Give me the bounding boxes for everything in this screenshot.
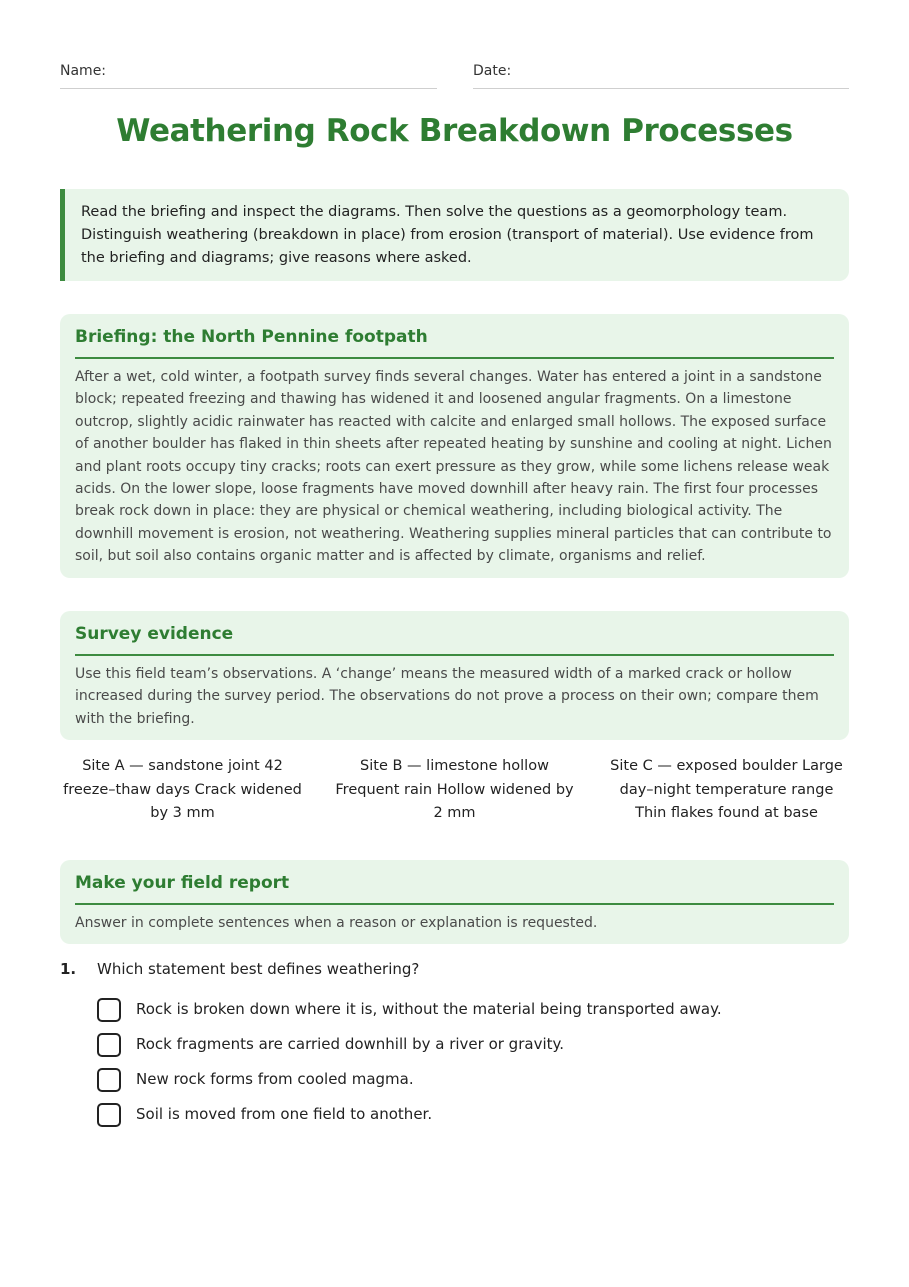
field-report-heading: Make your field report bbox=[75, 871, 834, 905]
field-report-text: Answer in complete sentences when a reason or explanation is requested. bbox=[75, 915, 598, 931]
briefing-heading: Briefing: the North Pennine footpath bbox=[75, 325, 834, 359]
name-field[interactable] bbox=[60, 60, 437, 89]
site-observations bbox=[60, 755, 849, 827]
answer-option-3[interactable] bbox=[97, 1068, 837, 1096]
answer-option-4[interactable] bbox=[97, 1103, 837, 1131]
checkbox[interactable] bbox=[97, 1103, 121, 1127]
checkbox[interactable] bbox=[97, 1033, 121, 1057]
checkbox[interactable] bbox=[97, 1068, 121, 1092]
answer-option-1[interactable] bbox=[97, 998, 837, 1026]
checkbox[interactable] bbox=[97, 998, 121, 1022]
name-date-row bbox=[60, 60, 849, 88]
question-number: 1. bbox=[60, 960, 77, 978]
survey-evidence-text: Use this field team’s observations. A ‘change’ means the measured width of a marked crack or hollow increased during the survey period. The observations do not prove a process on their own; compare them with the briefing. bbox=[75, 666, 819, 727]
answer-option-2[interactable] bbox=[97, 1033, 837, 1061]
field-report-card bbox=[60, 860, 849, 944]
site-a-observation: Site A — sandstone joint 42 freeze–thaw days Crack widened by 3 mm bbox=[63, 758, 302, 821]
date-label: Date: bbox=[473, 63, 512, 79]
answer-option-label: Rock fragments are carried downhill by a river or gravity. bbox=[136, 1035, 564, 1053]
briefing-card bbox=[60, 314, 849, 578]
question-text: Which statement best defines weathering? bbox=[97, 960, 420, 978]
answer-option-label: New rock forms from cooled magma. bbox=[136, 1070, 414, 1088]
intro-callout: Read the briefing and inspect the diagrams. Then solve the questions as a geomorphology team. Distinguish weathering (breakdown in place) from erosion (transport of material). Use evidence from the briefing and diagrams; give reasons where asked. bbox=[60, 189, 849, 281]
answer-option-label: Rock is broken down where it is, without the material being transported away. bbox=[136, 1000, 722, 1018]
briefing-text: After a wet, cold winter, a footpath survey finds several changes. Water has entered a joint in a sandstone block; repeated freezing and thawing has widened it and loosened angular fragments. On a limestone outcrop, slightly acidic rainwater has reacted with calcite and enlarged small hollows. The exposed surface of another boulder has flaked in thin sheets after repeated heating by sunshine and cooling at night. Lichen and plant roots occupy tiny cracks; roots can exert pressure as they grow, while some lichens release weak acids. On the lower slope, loose fragments have moved downhill after heavy rain. The first four processes break rock down in place: they are physical or chemical weathering, including biological activity. The downhill movement is erosion, not weathering. Weathering supplies mineral particles that can contribute to soil, but soil also contains organic matter and is affected by climate, organisms and relief. bbox=[75, 369, 832, 565]
site-b-observation: Site B — limestone hollow Frequent rain Hollow widened by 2 mm bbox=[335, 758, 574, 821]
answer-option-label: Soil is moved from one field to another. bbox=[136, 1105, 433, 1123]
page-title: Weathering Rock Breakdown Processes bbox=[116, 113, 793, 149]
site-c-observation: Site C — exposed boulder Large day–night temperature range Thin flakes found at base bbox=[610, 758, 843, 821]
survey-evidence-card bbox=[60, 611, 849, 740]
name-label: Name: bbox=[60, 63, 107, 79]
date-field[interactable] bbox=[473, 60, 849, 89]
survey-evidence-heading: Survey evidence bbox=[75, 622, 834, 656]
